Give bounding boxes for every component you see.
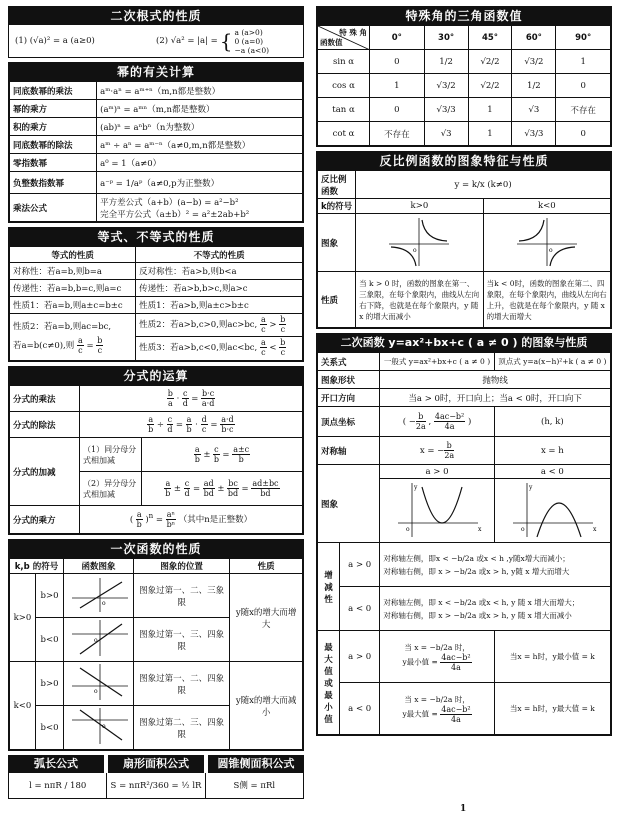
fraction-same-denom: （1）同分母分式相加减 bbox=[80, 438, 142, 472]
power-row-value: 平方差公式（a+b）(a−b) = a²−b² bbox=[100, 197, 239, 208]
inverse-formula: y = k/x (k≠0) bbox=[356, 171, 611, 199]
quad-inc-3: 对称轴左侧，即 x < −b/2a 或x < h, y 随 x 增大而增大； bbox=[383, 597, 580, 607]
inequality-prop: 反对称性：若a>b,则b<a bbox=[136, 263, 303, 280]
radical-title: 二次根式的性质 bbox=[9, 7, 303, 25]
trig-value: √2/2 bbox=[468, 50, 512, 74]
inequality-prop-2: 性质2：若a>b,c>0,则ac>bc, bbox=[139, 320, 258, 330]
corner-top: 特 殊 角 bbox=[339, 28, 367, 37]
trig-value: √2/2 bbox=[468, 74, 512, 98]
radical-prop-2: (2) √a² = |a| = bbox=[156, 36, 218, 46]
inverse-graph-neg bbox=[487, 214, 607, 268]
power-row-value: (ab)ⁿ = aⁿbⁿ（n为整数） bbox=[97, 118, 303, 136]
linear-prop-inc: y随x的增大而增大 bbox=[230, 574, 303, 662]
quad-vertex-hk: (h, k) bbox=[494, 407, 610, 437]
quad-label-graph: 图象 bbox=[318, 465, 380, 543]
linear-pos-2: 图象过第一、三、四象限 bbox=[134, 618, 230, 662]
quad-a-pos: a > 0 bbox=[340, 631, 380, 683]
svg-text:x: x bbox=[593, 526, 597, 533]
power-row-value: a⁰ = 1（a≠0） bbox=[97, 154, 303, 172]
power-row-label: 同底数幂的乘法 bbox=[10, 82, 97, 100]
arc-title: 弧长公式 bbox=[8, 755, 104, 773]
power-row-value: a⁻ᵖ = 1/aᵖ（a≠0,p为正整数） bbox=[97, 172, 303, 194]
svg-text:y: y bbox=[529, 484, 533, 491]
quad-inc-2: 对称轴右侧，即 x > −b/2a 或x > h, y随 x 增大而增大 bbox=[383, 566, 570, 576]
equality-prop-2b: 若a=b(c≠0),则 bbox=[13, 340, 75, 351]
linear-prop-dec: y随x的增大而减小 bbox=[230, 662, 303, 750]
quad-shape: 抛物线 bbox=[380, 371, 611, 389]
trig-value: √3 bbox=[512, 98, 556, 122]
equality-prop: 对称性：若a=b,则b=a bbox=[10, 263, 136, 280]
inverse-prop-neg: 当k < 0时，函数的图象在第二、四象限，在每个象限内，曲线从左向右上升，也就是在每个象限内，y 随 x 的增大而增大 bbox=[483, 272, 610, 328]
power-section bbox=[8, 62, 304, 223]
linear-pos-1: 图象过第一、二、三象限 bbox=[134, 574, 230, 618]
trig-value: 不存在 bbox=[370, 122, 425, 146]
fraction-add-label: 分式的加减 bbox=[10, 438, 80, 506]
quad-graph-down bbox=[497, 479, 607, 539]
quad-label-axis: 对称轴 bbox=[318, 437, 380, 465]
inequality-prop: 传递性：若a>b,b>c,则a>c bbox=[136, 280, 303, 297]
power-row-label: 零指数幂 bbox=[10, 154, 97, 172]
linear-graph-4 bbox=[66, 706, 132, 746]
trig-value: 不存在 bbox=[556, 98, 611, 122]
inequality-prop: 性质1：若a>b,则a±c>b±c bbox=[136, 297, 303, 314]
frac-den: c bbox=[97, 345, 103, 355]
svg-text:o: o bbox=[93, 637, 98, 644]
trig-value: 1 bbox=[468, 98, 512, 122]
inequality-header: 不等式的性质 bbox=[136, 247, 303, 263]
inverse-k-pos: k>0 bbox=[356, 199, 483, 214]
quad-a-neg: a < 0 bbox=[494, 465, 610, 479]
svg-text:o: o bbox=[101, 723, 106, 730]
equality-prop: 性质1：若a=b,则a±c=b±c bbox=[10, 297, 136, 314]
sector-title: 扇形面积公式 bbox=[108, 755, 204, 773]
angle-header: 60° bbox=[512, 26, 556, 50]
angle-header: 30° bbox=[424, 26, 468, 50]
quad-vertex-form: 顶点式 y=a(x−h)²+k ( a ≠ 0 ) bbox=[494, 353, 610, 371]
frac-num: a bbox=[77, 335, 83, 345]
radical-section: 二次根式的性质 (1) (√a)² = a (a≥0) (2) √a² = |a| = { a (a>0) 0 (a=0) −a (a<0) bbox=[8, 6, 304, 58]
quad-label-form: 关系式 bbox=[318, 353, 380, 371]
quad-open: 当a > 0时，开口向上；当a < 0时，开口向下 bbox=[380, 389, 611, 407]
angle-header: 0° bbox=[370, 26, 425, 50]
quad-min-hk: 当x = h时，y最小值 = k bbox=[494, 631, 610, 683]
trig-value: 1/2 bbox=[424, 50, 468, 74]
linear-b-neg: b<0 bbox=[36, 618, 64, 662]
linear-graph-3 bbox=[66, 662, 132, 702]
frac-den: c bbox=[78, 345, 83, 355]
svg-text:o: o bbox=[521, 526, 525, 533]
linear-table bbox=[9, 558, 303, 750]
linear-k-neg: k<0 bbox=[10, 662, 36, 750]
quad-max-x: 当 x = −b/2a 时， bbox=[404, 694, 470, 704]
trig-value: √3/2 bbox=[424, 74, 468, 98]
inverse-title: 反比例函数的图象特征与性质 bbox=[317, 152, 611, 170]
trig-value: 1/2 bbox=[512, 74, 556, 98]
power-row-label: 幂的乘方 bbox=[10, 100, 97, 118]
svg-text:x: x bbox=[478, 526, 482, 533]
power-row-label: 同底数幂的除法 bbox=[10, 136, 97, 154]
page-number: 1 bbox=[460, 804, 467, 814]
trig-value: √3 bbox=[424, 122, 468, 146]
cone-formula: S侧 = πRl bbox=[233, 780, 276, 791]
linear-b-pos: b>0 bbox=[36, 662, 64, 706]
inverse-label-prop: 性质 bbox=[318, 272, 356, 328]
trig-func: cot α bbox=[318, 122, 370, 146]
trig-func: sin α bbox=[318, 50, 370, 74]
linear-pos-4: 图象过第二、三、四象限 bbox=[134, 706, 230, 750]
quad-general-form: 一般式 y=ax²+bx+c ( a ≠ 0 ) bbox=[380, 353, 494, 371]
inverse-graph-pos bbox=[359, 214, 479, 268]
trig-table bbox=[317, 25, 611, 146]
angle-header: 90° bbox=[556, 26, 611, 50]
inverse-section bbox=[316, 151, 612, 329]
trig-value: 1 bbox=[370, 74, 425, 98]
quad-label-open: 开口方向 bbox=[318, 389, 380, 407]
svg-text:o: o bbox=[93, 688, 98, 695]
equality-prop-2: 性质2：若a=b,则ac=bc, bbox=[13, 321, 112, 332]
power-row-value-2: 完全平方公式（a±b）² = a²±2ab+b² bbox=[100, 209, 250, 220]
quad-a-pos: a > 0 bbox=[380, 465, 494, 479]
quad-label-vertex: 顶点坐标 bbox=[318, 407, 380, 437]
trig-section bbox=[316, 6, 612, 147]
power-row-value: (aᵐ)ⁿ = aᵐⁿ（m,n都是整数） bbox=[97, 100, 303, 118]
trig-title: 特殊角的三角函数值 bbox=[317, 7, 611, 25]
trig-value: √3/3 bbox=[424, 98, 468, 122]
linear-pos-3: 图象过第一、二、四象限 bbox=[134, 662, 230, 706]
equality-prop: 传递性：若a=b,b=c,则a=c bbox=[10, 280, 136, 297]
radical-case-neg: −a (a<0) bbox=[234, 45, 270, 55]
trig-value: √3/3 bbox=[512, 122, 556, 146]
corner-bottom: 函数值 bbox=[320, 38, 343, 47]
quad-label-shape: 图象形状 bbox=[318, 371, 380, 389]
trig-value: 0 bbox=[556, 122, 611, 146]
radical-prop-1: (1) (√a)² = a (a≥0) bbox=[15, 36, 95, 46]
inverse-table bbox=[317, 170, 611, 328]
fraction-mult-label: 分式的乘法 bbox=[10, 386, 80, 412]
inequality-prop-3: 性质3：若a>b,c<0,则ac<bc, bbox=[139, 343, 258, 353]
quad-a-neg: a < 0 bbox=[340, 587, 380, 631]
svg-text:o: o bbox=[406, 526, 410, 533]
inverse-prop-pos: 当 k > 0 时，函数的图象在第一、三象限，在每个象限内，曲线从左向右下降，也就是在每个象限内，y 随 x 的增大而减小 bbox=[356, 272, 483, 328]
equality-section bbox=[8, 227, 304, 362]
quad-a-pos: a > 0 bbox=[340, 543, 380, 587]
inverse-k-neg: k<0 bbox=[483, 199, 610, 214]
quad-label-extreme: 最大值或最小值 bbox=[318, 631, 340, 735]
linear-col-prop: 性质 bbox=[230, 559, 303, 574]
quad-inc-1: 对称轴左侧，即x < −b/2a 或x < h ,y随x增大而减小； bbox=[383, 553, 570, 563]
quadratic-section bbox=[316, 333, 612, 736]
inverse-label-func: 反比例函数 bbox=[318, 171, 356, 199]
svg-text:o: o bbox=[413, 247, 418, 254]
frac-num: b bbox=[97, 335, 103, 345]
fraction-power-label: 分式的乘方 bbox=[10, 506, 80, 534]
fraction-power-note: （其中n是正整数） bbox=[178, 515, 253, 525]
quad-graph-up bbox=[382, 479, 492, 539]
power-title: 幂的有关计算 bbox=[9, 63, 303, 81]
linear-graph-1 bbox=[66, 574, 132, 614]
linear-col-graph: 函数图象 bbox=[64, 559, 134, 574]
power-table bbox=[9, 81, 303, 222]
svg-text:o: o bbox=[548, 247, 553, 254]
arc-formula: l = nπR / 180 bbox=[9, 773, 107, 799]
trig-value: 1 bbox=[468, 122, 512, 146]
radical-case-pos: a (a>0) bbox=[234, 27, 263, 37]
fraction-table: 分式的乘法 $\frac{b}{a}$ · $\frac{c}{d}$ = $\frac{b\cdot c}{a\cdot d}$ 分式的除法 $\frac{a}{b}$ ÷ $\frac{c}{d}$ = $\frac{a}{b}$ · $\frac{d}{c}$ = $\frac{a\cdot d}{b\cdot c}$ 分式的加减 （1）同分母分式相加减 $\frac{a}{b}$ ± $\frac{c}{b}$ = $\frac{a\pm c}{b}$ （2）异分母分式相加减 $\frac{a}{b}$ ± $\frac{c}{d}$ = $\frac{ad}{bd}$ ± $\frac{bc}{bd}$ = $\frac{ad\pm bc}{bd}$ 分式的乘方 ( $\frac{a}{b}$ )$^n$ = $\frac{\text{aⁿ}}{\text{bⁿ}}$ （其中n是正整数） bbox=[9, 385, 303, 534]
arc-section bbox=[8, 755, 304, 799]
quad-min-x: 当 x = −b/2a 时， bbox=[404, 642, 470, 652]
fraction-diff-denom: （2）异分母分式相加减 bbox=[80, 472, 142, 506]
quad-axis-h: x = h bbox=[494, 437, 610, 465]
power-row-label: 积的乘方 bbox=[10, 118, 97, 136]
quadratic-title: 二次函数 y=ax²+bx+c ( a ≠ 0 ) 的图象与性质 bbox=[317, 334, 611, 352]
svg-text:y: y bbox=[414, 484, 418, 491]
power-row-value: aᵐ·aⁿ = aᵐ⁺ⁿ（m,n都是整数） bbox=[97, 82, 303, 100]
trig-func: cos α bbox=[318, 74, 370, 98]
quad-a-neg: a < 0 bbox=[340, 683, 380, 735]
trig-value: √3/2 bbox=[512, 50, 556, 74]
left-column bbox=[8, 6, 304, 803]
svg-text:o: o bbox=[101, 600, 106, 607]
linear-title: 一次函数的性质 bbox=[9, 540, 303, 558]
trig-value: 0 bbox=[370, 98, 425, 122]
linear-k-pos: k>0 bbox=[10, 574, 36, 662]
inverse-label-graph: 图象 bbox=[318, 214, 356, 272]
linear-b-neg: b<0 bbox=[36, 706, 64, 750]
fraction-section bbox=[8, 366, 304, 535]
power-row-label: 乘法公式 bbox=[10, 194, 97, 222]
trig-value: 0 bbox=[556, 74, 611, 98]
power-row-value: aᵐ ÷ aⁿ = aᵐ⁻ⁿ（a≠0,m,n都是整数） bbox=[97, 136, 303, 154]
trig-value: 1 bbox=[556, 50, 611, 74]
linear-section bbox=[8, 539, 304, 751]
quadratic-table: 关系式 一般式 y=ax²+bx+c ( a ≠ 0 ) 顶点式 y=a(x−h)²+k ( a ≠ 0 ) 图象形状 抛物线 开口方向 当a > 0时，开口向上；当a < 0时，开口向下 顶点坐标 ( − $\frac{b}{2a}$ , $\frac{\text{4ac−b²}}{4a}$ ) (h, k) 对称轴 x = − $\frac{b}{2a}$ x = h 图象 a > 0 a < 0 o x y o x y 增减性 a > 0 对称轴左侧，即x < −b/2a 或x < h ,y随x增大而减小； 对称轴右侧，即 x > −b/2a 或x > h, y随 x 增大而增大 a < 0 对称轴左侧，即 x < −b/2a 或x < h, y 随 x 增大而增大； 对称轴右侧，即 x > −b/2a 或x > h, y 随 x 增大而减小 最大值或最小值 a > 0 当 x = −b/2a 时， y最小值 = $\frac{\text{4ac−b²}}{4a}$ 当x = h时，y最小值 = k a < 0 当 x = −b/2a 时， y最大值 = $\frac{\text{4ac−b²}}{4a}$ 当x = h时，y最大值 = k bbox=[317, 352, 611, 735]
right-column bbox=[316, 6, 612, 740]
power-row-label: 负整数指数幂 bbox=[10, 172, 97, 194]
quad-max-hk: 当x = h时，y最大值 = k bbox=[494, 683, 610, 735]
linear-b-pos: b>0 bbox=[36, 574, 64, 618]
trig-func: tan α bbox=[318, 98, 370, 122]
quad-label-mono: 增减性 bbox=[318, 543, 340, 631]
cone-title: 圆锥侧面积公式 bbox=[208, 755, 304, 773]
inverse-label-sign: k的符号 bbox=[318, 199, 356, 214]
equality-header: 等式的性质 bbox=[10, 247, 136, 263]
equality-table: 等式的性质 不等式的性质 对称性：若a=b,则b=a 反对称性：若a>b,则b<a 传递性：若a=b,b=c,则a=c 传递性：若a>b,b>c,则a>c 性质1：若a=b,则a±c=b±c 性质1：若a>b,则a±c>b±c 性质2：若a=b,则ac=bc, 若a=b(c≠0),则 $\frac{a}{c}$ = $\frac{b}{c}$ 性质2：若a>b,c>0,则ac>bc, $\frac{a}{c}$ > $\frac{b}{c}$ 性质3：若a>b,c<0,则ac<bc, $\frac{a}{c}$ < $\frac{b}{c}$ bbox=[9, 246, 303, 361]
trig-value: 0 bbox=[370, 50, 425, 74]
sector-formula: S = nπR²/360 = ½ lR bbox=[107, 773, 205, 799]
radical-case-zero: 0 (a=0) bbox=[234, 36, 264, 46]
linear-graph-2 bbox=[66, 618, 132, 658]
equality-title: 等式、不等式的性质 bbox=[9, 228, 303, 246]
quad-inc-4: 对称轴右侧，即 x > −b/2a 或x > h, y 随 x 增大而减小 bbox=[383, 610, 572, 620]
linear-col-sign: k,b 的符号 bbox=[10, 559, 64, 574]
fraction-div-label: 分式的除法 bbox=[10, 412, 80, 438]
angle-header: 45° bbox=[468, 26, 512, 50]
linear-col-position: 图象的位置 bbox=[134, 559, 230, 574]
fraction-title: 分式的运算 bbox=[9, 367, 303, 385]
